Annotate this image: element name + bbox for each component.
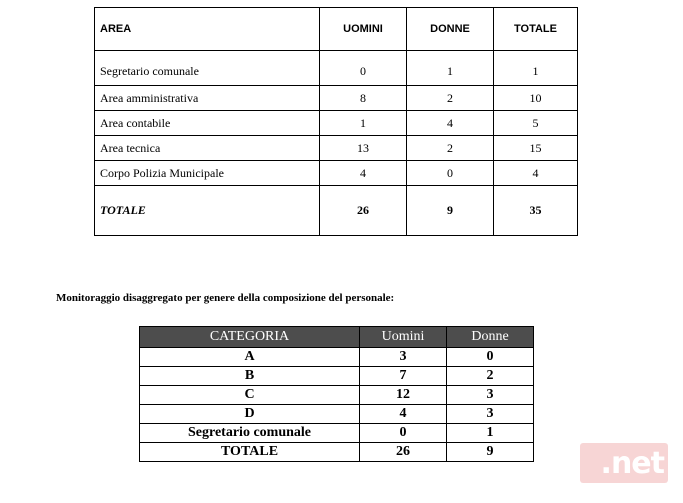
uomini-value: 4 <box>320 161 407 186</box>
table-header-row <box>140 327 534 348</box>
category-name: C <box>140 386 360 405</box>
total-row <box>140 443 534 462</box>
totale-value: 1 <box>494 51 578 86</box>
category-name: B <box>140 367 360 386</box>
table-row <box>140 348 534 367</box>
table-row <box>95 161 578 186</box>
category-name: Segretario comunale <box>140 424 360 443</box>
header-area: AREA <box>95 8 320 51</box>
watermark-logo <box>580 443 668 483</box>
total-uomini: 26 <box>320 186 407 236</box>
donne-value: 2 <box>407 136 494 161</box>
total-donne: 9 <box>407 186 494 236</box>
section-heading: Monitoraggio disaggregato per genere della composizione del personale: <box>56 292 395 304</box>
donne-value: 1 <box>407 51 494 86</box>
table-row <box>140 424 534 443</box>
totale-value: 10 <box>494 86 578 111</box>
donne-value: 3 <box>447 386 534 405</box>
area-name: Area amministrativa <box>95 86 320 111</box>
category-name: A <box>140 348 360 367</box>
table-row <box>95 136 578 161</box>
area-gender-table <box>94 7 578 236</box>
header-uomini: Uomini <box>360 327 447 348</box>
area-name: Segretario comunale <box>95 51 320 86</box>
totale-value: 4 <box>494 161 578 186</box>
table-row <box>140 405 534 424</box>
watermark-text: .net <box>600 445 664 481</box>
header-donne: Donne <box>447 327 534 348</box>
category-gender-table <box>139 326 534 462</box>
uomini-value: 1 <box>320 111 407 136</box>
total-row <box>95 186 578 236</box>
uomini-value: 0 <box>320 51 407 86</box>
total-totale: 35 <box>494 186 578 236</box>
area-name: Area contabile <box>95 111 320 136</box>
donne-value: 2 <box>407 86 494 111</box>
total-donne: 9 <box>447 443 534 462</box>
totale-value: 15 <box>494 136 578 161</box>
header-totale: TOTALE <box>494 8 578 51</box>
uomini-value: 0 <box>360 424 447 443</box>
uomini-value: 13 <box>320 136 407 161</box>
header-uomini: UOMINI <box>320 8 407 51</box>
header-categoria: CATEGORIA <box>140 327 360 348</box>
donne-value: 2 <box>447 367 534 386</box>
area-name: Corpo Polizia Municipale <box>95 161 320 186</box>
table-row <box>95 51 578 86</box>
table-row <box>140 367 534 386</box>
header-donne: DONNE <box>407 8 494 51</box>
donne-value: 4 <box>407 111 494 136</box>
table-row <box>95 86 578 111</box>
uomini-value: 3 <box>360 348 447 367</box>
donne-value: 1 <box>447 424 534 443</box>
uomini-value: 4 <box>360 405 447 424</box>
category-name: D <box>140 405 360 424</box>
table-row <box>140 386 534 405</box>
total-label: TOTALE <box>95 186 320 236</box>
donne-value: 0 <box>447 348 534 367</box>
clipped-previous-line <box>0 0 683 4</box>
totale-value: 5 <box>494 111 578 136</box>
area-name: Area tecnica <box>95 136 320 161</box>
uomini-value: 7 <box>360 367 447 386</box>
uomini-value: 12 <box>360 386 447 405</box>
total-label: TOTALE <box>140 443 360 462</box>
donne-value: 3 <box>447 405 534 424</box>
total-uomini: 26 <box>360 443 447 462</box>
table-header-row <box>95 8 578 51</box>
uomini-value: 8 <box>320 86 407 111</box>
donne-value: 0 <box>407 161 494 186</box>
table-row <box>95 111 578 136</box>
